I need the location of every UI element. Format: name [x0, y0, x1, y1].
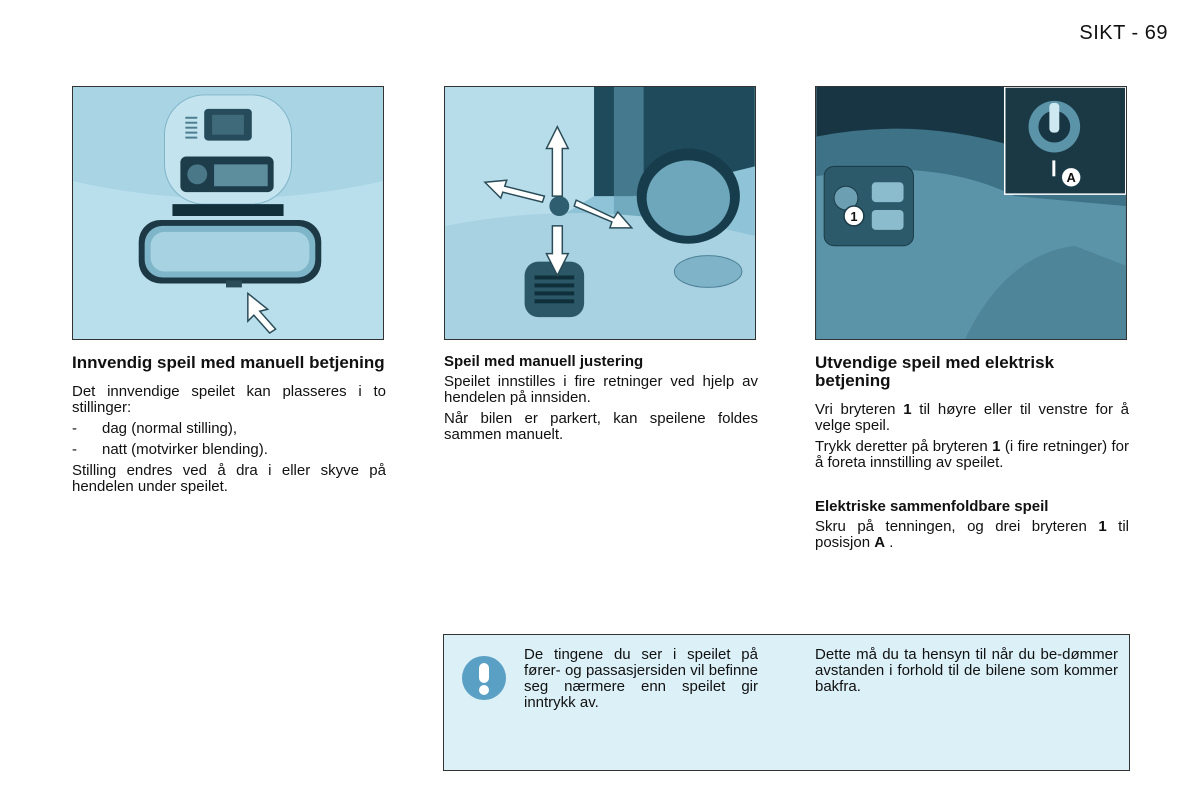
- section-paragraph: Når bilen er parkert, kan speilene foldes sammen manuelt.: [444, 410, 758, 443]
- section-paragraph: Trykk deretter på bryteren 1 (i fire retninger) for å foreta innstilling av speilet.: [815, 438, 1129, 471]
- electric-mirror-switch-illustration: [815, 86, 1127, 340]
- section-paragraph: Vri bryteren 1 til høyre eller til venstre for å velge speil.: [815, 401, 1130, 434]
- section-heading: Speil med manuell justering: [444, 353, 644, 370]
- notice-text-left: De tingene du ser i speilet på fører- og passasjersiden vil befinne seg nærmere enn speilet gir inntrykk av.: [524, 646, 758, 711]
- list-dash: -: [72, 420, 77, 437]
- manual-mirror-illustration: [444, 86, 756, 340]
- exclamation-icon: [461, 655, 507, 701]
- electric-mirror-section: [815, 354, 1129, 556]
- section-heading: Innvendig speil med manuell betjening: [72, 353, 385, 372]
- list-item-text: natt (motvirker blending).: [102, 441, 268, 458]
- section-paragraph: Stilling endres ved å dra i eller skyve på hendelen under speilet.: [72, 462, 386, 495]
- list-item: [72, 421, 386, 437]
- electric-mirror-switch-drawing: [816, 87, 1126, 339]
- page-number: SIKT - 69: [1079, 22, 1168, 44]
- section-heading: Utvendige speil med elektrisk betjening: [815, 353, 1055, 390]
- warning-notice-box: [443, 634, 1130, 771]
- list-dash: -: [72, 441, 77, 458]
- section-paragraph: Speilet innstilles i fire retninger ved hjelp av hendelen på innsiden.: [444, 373, 758, 406]
- interior-mirror-illustration: [72, 86, 384, 340]
- list-item-text: dag (normal stilling),: [102, 420, 238, 437]
- section-paragraph: Skru på tenningen, og drei bryteren 1 til posisjon A .: [815, 518, 1130, 551]
- callout-1-label: 1: [850, 208, 858, 224]
- notice-text-right: Dette må du ta hensyn til når du be-dømmer avstanden i forhold til de bilene som kommer bakfra.: [815, 646, 1118, 695]
- interior-mirror-drawing: [73, 87, 383, 339]
- manual-mirror-section: [444, 354, 758, 448]
- callout-a-label: A: [1066, 170, 1076, 186]
- manual-mirror-drawing: [445, 87, 755, 339]
- section-paragraph: Det innvendige speilet kan plasseres i to stillinger:: [72, 383, 386, 416]
- list-item: [72, 442, 386, 458]
- subsection-heading: Elektriske sammenfoldbare speil: [815, 498, 1049, 515]
- interior-mirror-section: [72, 354, 386, 500]
